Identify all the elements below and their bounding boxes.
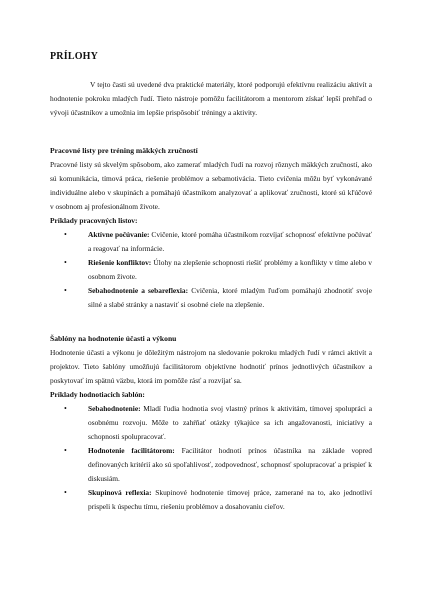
worksheets-list (50, 228, 372, 312)
evaluation-list (50, 402, 372, 514)
item-term: Riešenie konfliktov: (88, 258, 152, 267)
item-term: Sebahodnotenie: (88, 404, 141, 413)
bullet-icon: • (64, 404, 67, 413)
item-text: Mladí ľudia hodnotia svoj vlastný prínos k aktivitám, tímovej spolupráci a osobnému rozvoju. Môže to zahŕňať otázky týkajúce sa ich angažovanosti, iniciatívy a schopnosti spolupracovať. (88, 404, 372, 441)
item-text: Facilitátor hodnotí prínos účastníka na základe vopred definovaných kritérií ako sú spoľahlivosť, zodpovednosť, schopnosť spolupracovať a prispieť k diskusiám. (88, 446, 372, 483)
bullet-icon: • (64, 488, 67, 497)
evaluation-paragraph: Hodnotenie účasti a výkonu je dôležitým nástrojom na sledovanie pokroku mladých ľudí v rámci aktivít a projektov. Tieto šablóny umožňujú facilitátorom objektívne hodnotiť prínos jednotlivých účastníkov a poskytovať im spätnú väzbu, ktorá im pomôže rásť a rozvíjať sa. (50, 348, 372, 385)
list-item (64, 402, 372, 444)
evaluation-list-heading: Príklady hodnotiacich šablón: (50, 390, 145, 399)
intro-paragraph: V tejto časti sú uvedené dva praktické materiály, ktoré podporujú efektívnu realizáciu aktivít a hodnotenie pokroku mladých ľudí. Tieto nástroje pomôžu facilitátorom a mentorom získať lepší prehľad o vývoji účastníkov a umožnia im lepšie prispôsobiť tréningy a aktivity. (50, 80, 372, 117)
item-text: Cvičenie, ktoré pomáha účastníkom rozvíjať schopnosť efektívne počúvať a reagovať na informácie. (88, 230, 372, 253)
bullet-icon: • (64, 446, 67, 455)
item-term: Sebahodnotenie a sebareflexia: (88, 286, 189, 295)
worksheets-paragraph: Pracovné listy sú skvelým spôsobom, ako zamerať mladých ľudí na rozvoj rôznych mäkkých zručností, ako sú komunikácia, tímová práca, riešenie problémov a sebamotivácia. Tieto cvičenia môžu byť vykonávané individuálne alebo v skupinách a pomáhajú účastníkom analyzovať a aplikovať zručnosti, ktoré sú kľúčové v osobnom aj profesionálnom živote. (50, 160, 372, 211)
bullet-icon: • (64, 230, 67, 239)
item-term: Skupinová reflexia: (88, 488, 152, 497)
list-item (64, 228, 372, 256)
worksheets-list-heading: Príklady pracovných listov: (50, 216, 138, 225)
list-item (64, 256, 372, 284)
section-heading-evaluation: Šablóny na hodnotenie účasti a výkonu (50, 334, 177, 343)
item-text: Úlohy na zlepšenie schopnosti riešiť problémy a konflikty v tíme alebo v osobnom živote. (88, 258, 372, 281)
section-heading-worksheets: Pracovné listy pre tréning mäkkých zručností (50, 146, 198, 155)
item-term: Aktívne počúvanie: (88, 230, 150, 239)
item-text: Cvičenia, ktoré mladým ľuďom pomáhajú zhodnotiť svoje silné a slabé stránky a nastaviť si osobné ciele na zlepšenie. (88, 286, 372, 309)
list-item (64, 444, 372, 486)
bullet-icon: • (64, 258, 67, 267)
list-item (64, 284, 372, 312)
bullet-icon: • (64, 286, 67, 295)
list-item (64, 486, 372, 514)
page-title: PRÍLOHY (50, 51, 99, 62)
item-term: Hodnotenie facilitátorom: (88, 446, 175, 455)
item-text: Skupinové hodnotenie tímovej práce, zamerané na to, ako jednotliví prispeli k úspechu tímu, riešeniu problémov a dosahovaniu cieľov. (88, 488, 372, 511)
